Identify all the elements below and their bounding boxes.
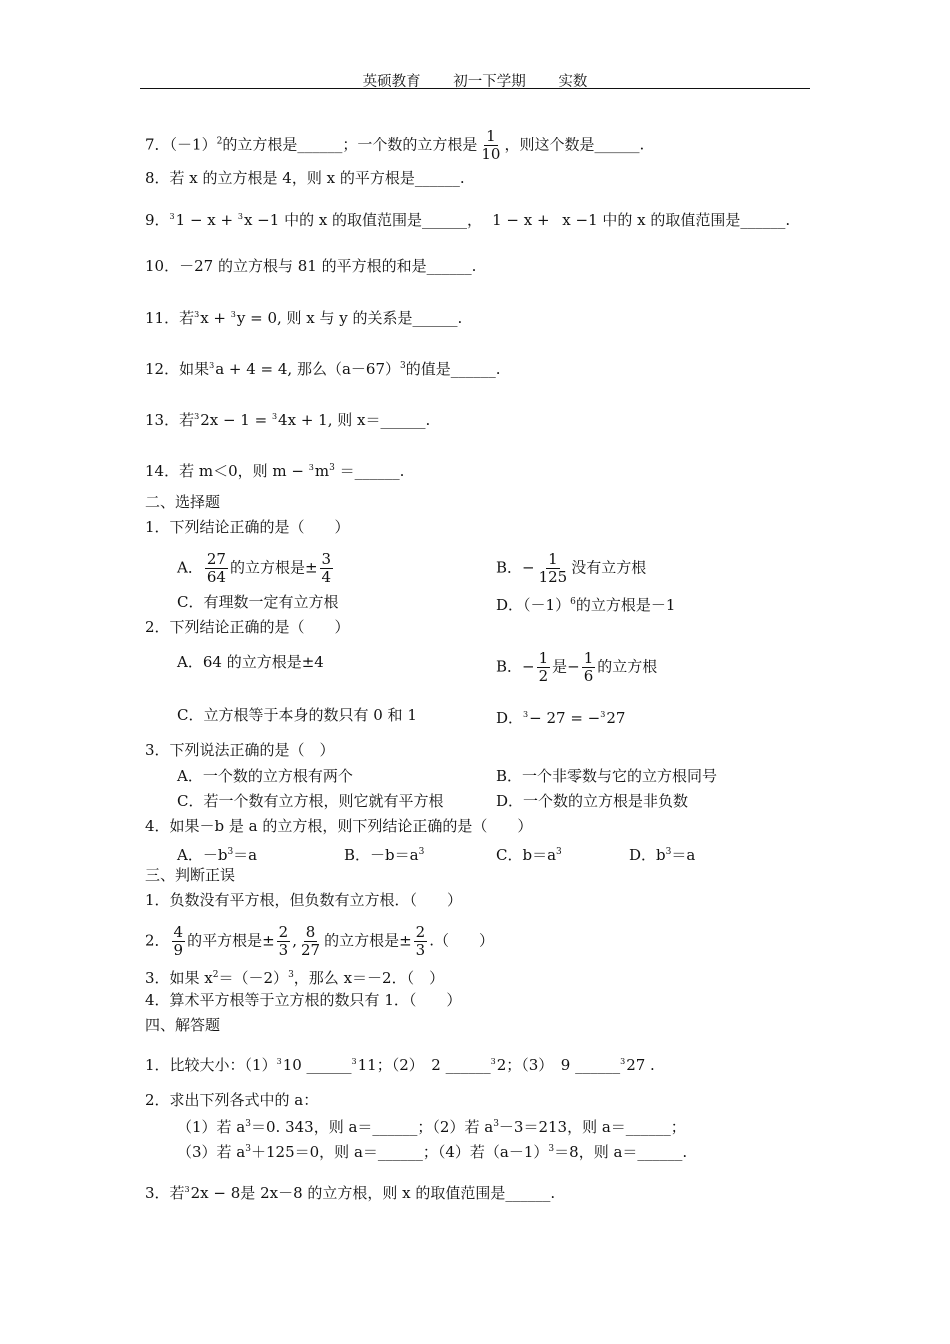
choice-q4-option-a: A．$-b^3=a$ [177, 846, 258, 864]
choice-q4-option-b: B．$-b=a^3$ [344, 846, 425, 864]
choice-q1-option-a: A． $\frac{27}{64}$ 的立方根是± $\frac{3}{4}$ [177, 550, 332, 586]
question-14: 14．若 m＜0，则 $m - ^3m^3$ ＝______. [145, 462, 405, 480]
solve-q3: 3．若$^3$2x − 8是 2x－8 的立方根，则 x 的取值范围是______. [145, 1184, 556, 1202]
solve-q2-row1: （1）若 $a^3=0$. 343，则 a＝______；（2）若 $a^3-3=213$，则 a＝______； [177, 1118, 686, 1136]
choice-q4-option-c: C．$b=a^3$ [496, 846, 562, 864]
section-judge-title: 三、判断正误 [145, 866, 236, 884]
choice-q1: 1．下列结论正确的是（ ） [145, 518, 350, 536]
choice-q4: 4．如果－b 是 a 的立方根，则下列结论正确的是（ ） [145, 817, 533, 835]
question-12: 12．如果$^3$a + 4 = 4, 那么$(a-67)^3$的值是______. [145, 360, 501, 378]
choice-q2-option-b: B．− $\frac{1}{2}$ 是− $\frac{1}{6}$ 的立方根 [496, 649, 658, 685]
solve-q2: 2．求出下列各式中的 a： [145, 1091, 319, 1109]
choice-q2-option-d: D．$^3$− 27 = −$^3$27 [496, 709, 626, 727]
question-10: 10．－27 的立方根与 81 的平方根的和是______. [145, 257, 477, 275]
solve-q1: 1．比较大小：$(1)^310$ ______$^3$11；（2） 2 ______$^3$2；（3） 9 ______$^3$27 . [145, 1056, 655, 1074]
judge-q2: 2． $\frac{4}{9}$ 的平方根是± $\frac{2}{3}$ , $\frac{8}{27}$ 的立方根是± $\frac{2}{3}$ .（ ） [145, 923, 494, 959]
judge-q3: 3．如果 $x^2=(-2)^3$，那么 x＝－2．（ ） [145, 969, 445, 987]
section-solve-title: 四、解答题 [145, 1016, 221, 1034]
header-term: 初一下学期 [453, 74, 526, 90]
header-topic: 实数 [558, 74, 588, 90]
section-choice-title: 二、选择题 [145, 493, 221, 511]
question-9: 9．$^3$1 − x + $^3$x −1 中的 x 的取值范围是______， 1 − x + x −1 中的 x 的取值范围是______. [145, 211, 791, 229]
choice-q3: 3．下列说法正确的是（ ） [145, 741, 335, 759]
question-8: 8．若 x 的立方根是 4，则 x 的平方根是______. [145, 169, 465, 187]
header-org: 英硕教育 [362, 74, 421, 90]
choice-q1-option-b: B．− $\frac{1}{125}$ 没有立方根 [496, 550, 647, 586]
question-11: 11．若$^3$x + $^3$y = 0, 则 x 与 y 的关系是______. [145, 309, 463, 327]
choice-q2-option-a: A．64 的立方根是±4 [177, 653, 324, 671]
choice-q3-option-d: D．一个数的立方根是非负数 [496, 792, 689, 810]
choice-q2: 2．下列结论正确的是（ ） [145, 618, 350, 636]
choice-q2-option-c: C．立方根等于本身的数只有 0 和 1 [177, 706, 417, 724]
choice-q4-option-d: D．$b^3=a$ [629, 846, 696, 864]
fraction: $\frac{1}{10}$ [481, 127, 501, 163]
choice-q1-option-c: C．有理数一定有立方根 [177, 593, 339, 611]
choice-q1-option-d: D．$(-1)^6$的立方根是－1 [496, 596, 676, 614]
judge-q4: 4．算术平方根等于立方根的数只有 1．（ ） [145, 991, 462, 1009]
judge-q1: 1．负数没有平方根，但负数有立方根．（ ） [145, 891, 463, 909]
choice-q3-option-c: C．若一个数有立方根，则它就有平方根 [177, 792, 444, 810]
choice-q3-option-b: B．一个非零数与它的立方根同号 [496, 767, 718, 785]
question-13: 13．若$^3$2x − 1 = $^3$4x + 1, 则 x＝______. [145, 411, 431, 429]
solve-q2-row2: （3）若 $a^3+125=0$，则 a＝______；（4）若$(a-1)^3=8$，则 a＝______. [177, 1143, 688, 1161]
header-rule [140, 88, 810, 89]
choice-q3-option-a: A．一个数的立方根有两个 [177, 767, 353, 785]
question-7: 7．$(-1)^2$的立方根是______；一个数的立方根是 $\frac{1}{10}$ ，则这个数是______. [145, 127, 645, 163]
